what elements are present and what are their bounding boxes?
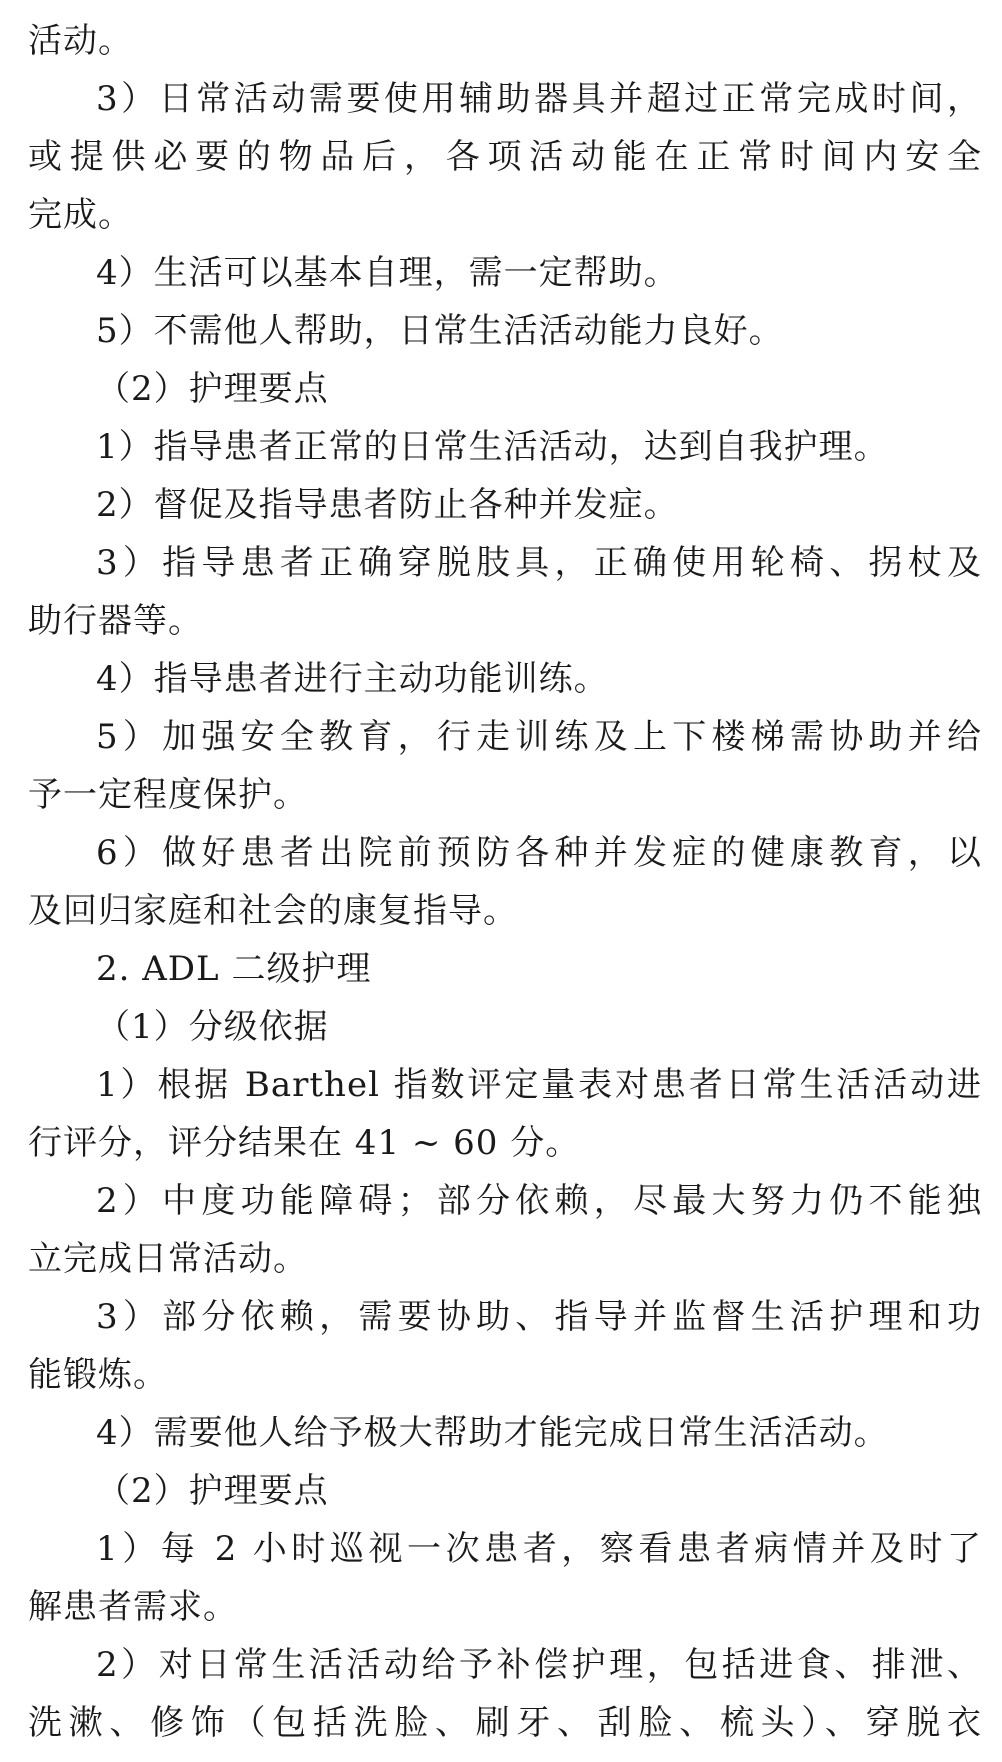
section-heading: （1）分级依据 [96, 1007, 329, 1047]
text-line: 2）对日常生活活动给予补偿护理，包括进食、排泄、 [96, 1645, 982, 1685]
text-line: 1）每 2 小时巡视一次患者，察看患者病情并及时了 [96, 1529, 982, 1569]
text-line: 2）督促及指导患者防止各种并发症。 [96, 485, 679, 525]
section-heading: 2. ADL 二级护理 [96, 949, 372, 989]
text-line: 及回归家庭和社会的康复指导。 [28, 891, 518, 931]
section-heading: （2）护理要点 [96, 1471, 329, 1511]
text-line: 4）生活可以基本自理，需一定帮助。 [96, 253, 679, 293]
section-heading: （2）护理要点 [96, 369, 329, 409]
text-line: 洗漱、修饰（包括洗脸、刷牙、刮脸、梳头）、穿脱衣 [28, 1703, 982, 1743]
text-line: 完成。 [28, 195, 133, 235]
text-line: 4）指导患者进行主动功能训练。 [96, 659, 609, 699]
text-line: 或提供必要的物品后，各项活动能在正常时间内安全 [28, 137, 982, 177]
text-line: 解患者需求。 [28, 1587, 238, 1627]
text-line: 1）根据 Barthel 指数评定量表对患者日常生活活动进 [96, 1065, 982, 1105]
text-line: 能锻炼。 [28, 1355, 168, 1395]
text-line: 1）指导患者正常的日常生活活动，达到自我护理。 [96, 427, 889, 467]
text-line: 行评分，评分结果在 41 ~ 60 分。 [28, 1123, 581, 1163]
text-line: 3）指导患者正确穿脱肢具，正确使用轮椅、拐杖及 [96, 543, 982, 583]
text-line: 5）不需他人帮助，日常生活活动能力良好。 [96, 311, 784, 351]
text-line: 2）中度功能障碍；部分依赖，尽最大努力仍不能独 [96, 1181, 982, 1221]
text-line: 4）需要他人给予极大帮助才能完成日常生活活动。 [96, 1413, 889, 1453]
text-line: 立完成日常活动。 [28, 1239, 308, 1279]
text-line: 3）部分依赖，需要协助、指导并监督生活护理和功 [96, 1297, 982, 1337]
text-line: 助行器等。 [28, 601, 203, 641]
text-line: 5）加强安全教育，行走训练及上下楼梯需协助并给 [96, 717, 982, 757]
text-line: 6）做好患者出院前预防各种并发症的健康教育，以 [96, 833, 982, 873]
text-line: 予一定程度保护。 [28, 775, 308, 815]
text-line: 活动。 [28, 21, 133, 61]
text-line: 3）日常活动需要使用辅助器具并超过正常完成时间， [96, 79, 982, 119]
